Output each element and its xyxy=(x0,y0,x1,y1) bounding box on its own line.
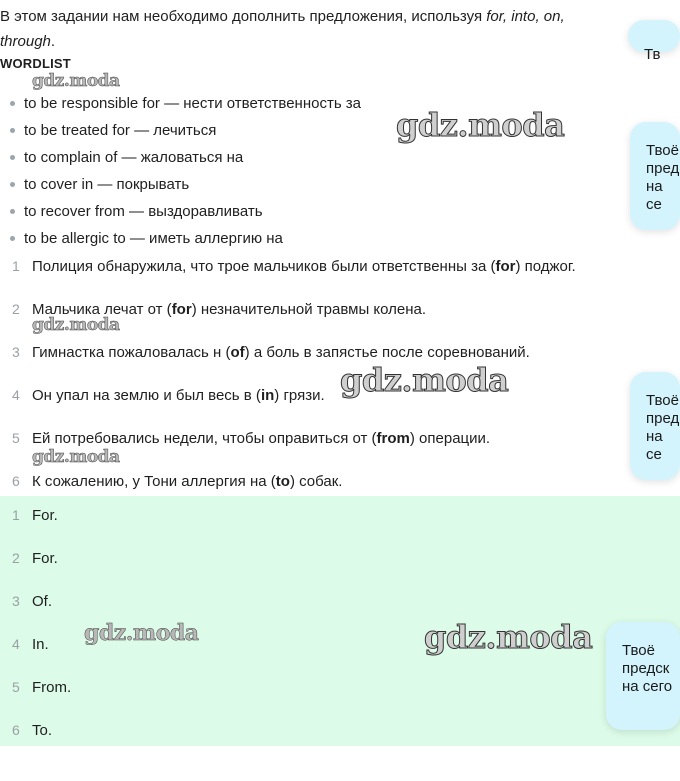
question-item xyxy=(12,384,325,406)
question-text xyxy=(32,430,490,447)
wordlist-item xyxy=(10,90,361,117)
question-number: 4 xyxy=(12,387,20,403)
question-answer: of xyxy=(230,343,245,361)
question-answer: to xyxy=(275,472,290,490)
answer-item xyxy=(12,633,49,655)
wordlist-item-text: to cover in — покрывать xyxy=(24,175,190,193)
answer-number: 3 xyxy=(12,593,20,609)
question-text xyxy=(32,258,576,275)
question-before: Мальчика лечат от ( xyxy=(32,300,172,318)
wordlist-item xyxy=(10,171,361,198)
question-before: Он упал на землю и был весь в ( xyxy=(32,386,261,404)
question-number: 1 xyxy=(12,258,20,274)
wordlist-item-text: to complain of — жаловаться на xyxy=(24,148,244,166)
question-item xyxy=(12,341,530,363)
question-answer: from xyxy=(376,429,410,447)
prediction-popup[interactable] xyxy=(630,122,680,230)
wordlist-heading: WORDLIST xyxy=(0,56,71,71)
bullet-icon xyxy=(10,209,15,214)
wordlist-item xyxy=(10,198,361,225)
bullet-icon xyxy=(10,101,15,106)
watermark-logo: gdz.moda xyxy=(340,361,509,399)
watermark-logo: gdz.moda xyxy=(32,447,120,467)
intro-main: В этом задании нам необходимо дополнить предложения, используя xyxy=(0,8,487,25)
question-before: К сожалению, у Тони аллергия на ( xyxy=(32,472,276,490)
bullet-icon xyxy=(10,182,15,187)
answer-item xyxy=(12,547,58,569)
wordlist-item-text: to be allergic to — иметь аллергию на xyxy=(24,229,283,247)
intro-text xyxy=(0,4,630,54)
answer-number: 1 xyxy=(12,507,20,523)
answer-text: To. xyxy=(32,721,53,739)
answer-item xyxy=(12,719,52,741)
intro-words: for, into, on, xyxy=(486,8,565,25)
intro-words-2: through xyxy=(0,33,51,50)
answer-text: For. xyxy=(32,506,58,524)
wordlist-item-text: to be treated for — лечиться xyxy=(24,121,217,139)
answer-text: Of. xyxy=(32,592,53,610)
question-item xyxy=(12,427,490,449)
question-before: Полиция обнаружила, что трое мальчиков были ответственны за ( xyxy=(32,257,496,275)
watermark-logo: gdz.moda xyxy=(32,71,120,91)
wordlist-item xyxy=(10,117,361,144)
wordlist-item xyxy=(10,225,361,252)
bullet-icon xyxy=(10,236,15,241)
answer-number: 6 xyxy=(12,722,20,738)
answer-number: 5 xyxy=(12,679,20,695)
question-text xyxy=(32,473,342,490)
wordlist-item-text: to recover from — выздоравливать xyxy=(24,202,263,220)
popup-text: Твоё пред на се xyxy=(646,392,680,463)
question-text xyxy=(32,387,325,404)
answer-item xyxy=(12,676,71,698)
answer-text: In. xyxy=(32,635,49,653)
question-text xyxy=(32,344,530,361)
question-after: ) незначительной травмы колена. xyxy=(191,300,427,318)
watermark-logo: gdz.moda xyxy=(396,106,565,144)
prediction-popup[interactable] xyxy=(630,372,680,480)
watermark-logo: gdz.moda xyxy=(84,620,199,646)
question-before: Гимнастка пожаловалась н ( xyxy=(32,343,231,361)
prediction-popup[interactable] xyxy=(606,622,680,730)
question-item xyxy=(12,470,342,492)
question-answer: for xyxy=(495,257,516,275)
answer-text: For. xyxy=(32,549,58,567)
popup-text: Тв xyxy=(644,46,661,63)
answer-number: 2 xyxy=(12,550,20,566)
question-number: 3 xyxy=(12,344,20,360)
question-number: 2 xyxy=(12,301,20,317)
wordlist-item xyxy=(10,144,361,171)
question-after: ) грязи. xyxy=(274,386,325,404)
answer-item xyxy=(12,590,52,612)
question-after: ) а боль в запястье после соревнований. xyxy=(244,343,530,361)
wordlist xyxy=(10,90,361,252)
question-answer: for xyxy=(171,300,192,318)
prediction-popup[interactable] xyxy=(628,20,680,63)
intro-end: . xyxy=(50,33,56,50)
question-answer: in xyxy=(260,386,275,404)
answer-item xyxy=(12,504,58,526)
watermark-logo: gdz.moda xyxy=(424,618,593,656)
bullet-icon xyxy=(10,128,15,133)
question-after: ) операции. xyxy=(409,429,491,447)
question-before: Ей потребовались недели, чтобы оправиться от ( xyxy=(32,429,377,447)
question-number: 6 xyxy=(12,473,20,489)
answer-number: 4 xyxy=(12,636,20,652)
watermark-logo: gdz.moda xyxy=(32,315,120,335)
answer-text: From. xyxy=(32,678,72,696)
question-after: ) собак. xyxy=(289,472,343,490)
question-number: 5 xyxy=(12,430,20,446)
question-item xyxy=(12,255,576,277)
bullet-icon xyxy=(10,155,15,160)
wordlist-item-text: to be responsible for — нести ответственность за xyxy=(24,94,362,112)
question-after: ) поджог. xyxy=(515,257,576,275)
popup-text: Твоё предск на сего xyxy=(622,642,673,695)
popup-text: Твоё пред на се xyxy=(646,142,680,213)
